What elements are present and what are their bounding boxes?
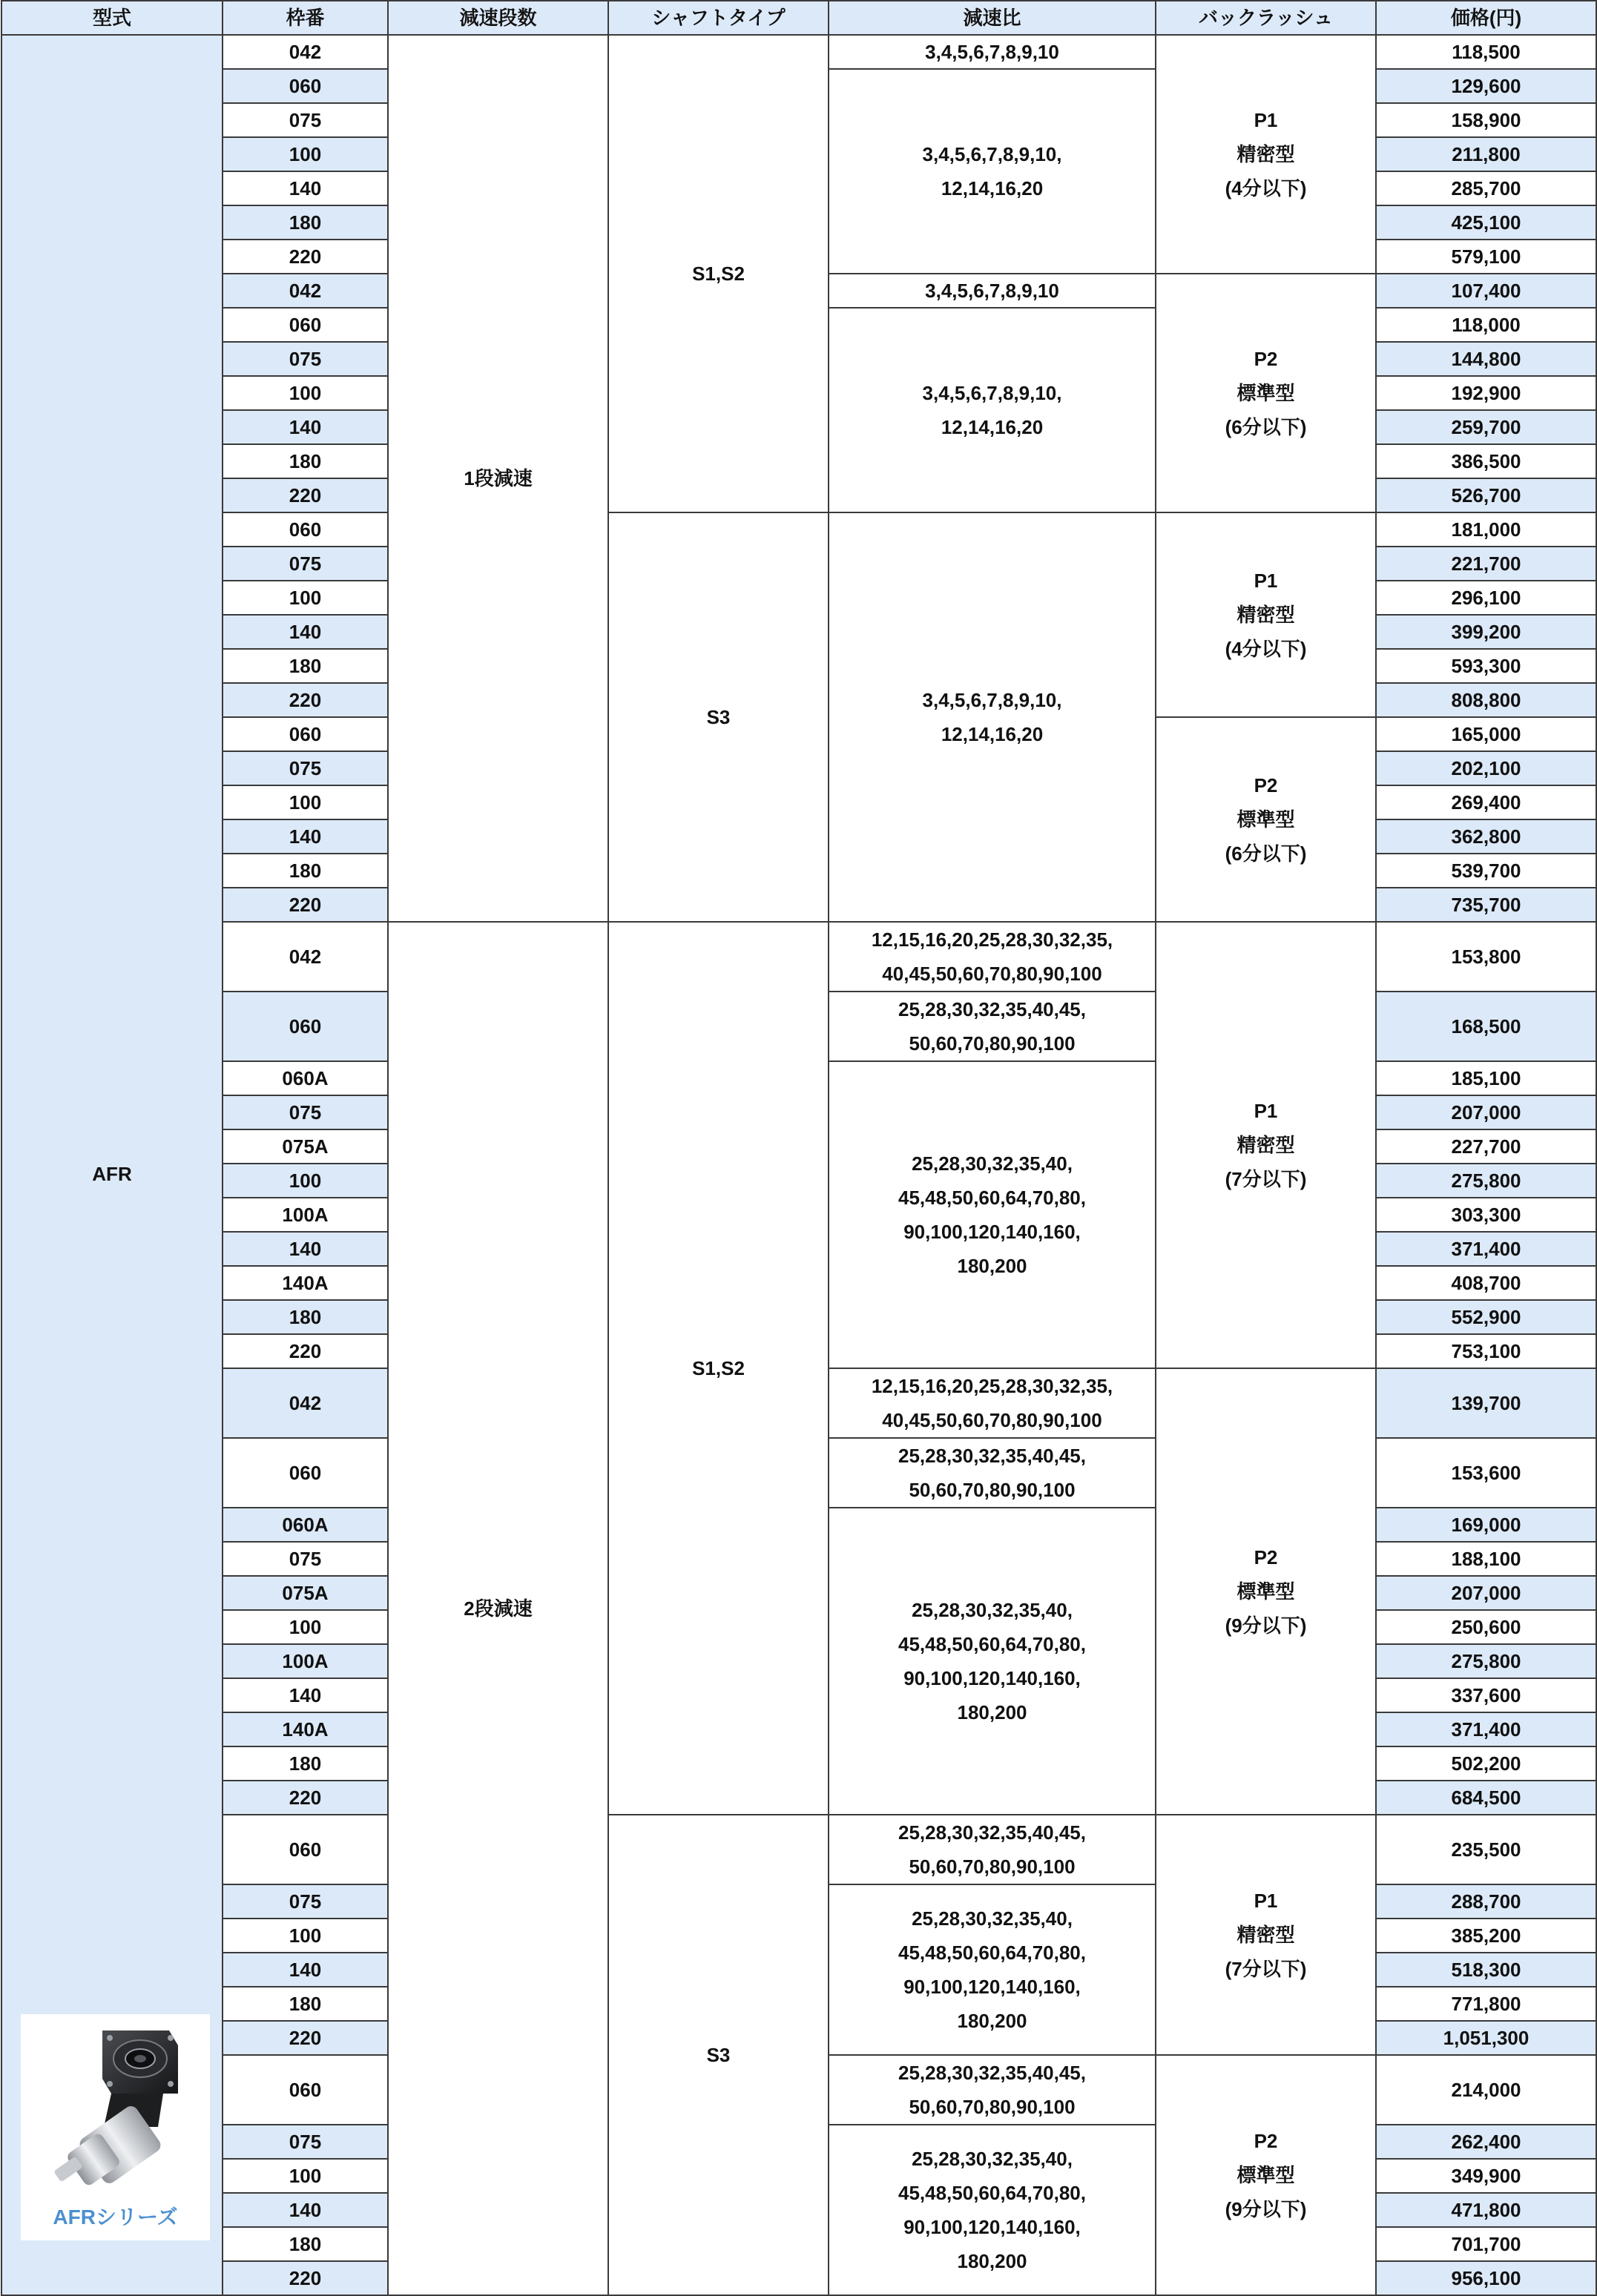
shaft-cell-s12: S1,S2 <box>608 922 829 1815</box>
price-cell: 425,100 <box>1376 205 1596 240</box>
frame-cell: 180 <box>223 444 388 478</box>
price-cell: 362,800 <box>1376 819 1596 854</box>
header-shaft: シャフトタイプ <box>608 1 829 35</box>
frame-cell: 140 <box>223 171 388 205</box>
price-cell: 502,200 <box>1376 1746 1596 1781</box>
price-cell: 371,400 <box>1376 1712 1596 1746</box>
table-row <box>1 922 1596 992</box>
price-cell: 288,700 <box>1376 1884 1596 1919</box>
frame-cell: 100 <box>223 1919 388 1953</box>
price-cell: 211,800 <box>1376 137 1596 171</box>
backlash-cell-p1: P1 精密型 (7分以下) <box>1156 922 1376 1368</box>
price-cell: 118,500 <box>1376 35 1596 69</box>
price-cell: 259,700 <box>1376 410 1596 444</box>
stage-cell-1: 1段減速 <box>388 35 608 922</box>
ratio-cell: 25,28,30,32,35,40, 45,48,50,60,64,70,80, 90,100,120,140,160, 180,200 <box>829 1061 1156 1368</box>
frame-cell: 140 <box>223 1232 388 1266</box>
ratio-cell: 12,15,16,20,25,28,30,32,35, 40,45,50,60,70,80,90,100 <box>829 1368 1156 1438</box>
price-cell: 185,100 <box>1376 1061 1596 1095</box>
header-model: 型式 <box>1 1 223 35</box>
frame-cell: 220 <box>223 888 388 922</box>
frame-cell: 060 <box>223 1815 388 1884</box>
model-name: AFR <box>92 1163 132 1185</box>
backlash-cell-p1: P1 精密型 (4分以下) <box>1156 512 1376 717</box>
backlash-cell-p2: P2 標準型 (9分以下) <box>1156 2055 1376 2295</box>
price-cell: 956,100 <box>1376 2261 1596 2295</box>
price-cell: 593,300 <box>1376 649 1596 683</box>
gearbox-product-image <box>50 2023 184 2208</box>
header-row <box>1 1 1596 35</box>
price-cell: 701,700 <box>1376 2227 1596 2261</box>
frame-cell: 140 <box>223 819 388 854</box>
price-cell: 539,700 <box>1376 854 1596 888</box>
table-row <box>1 512 1596 547</box>
frame-cell: 180 <box>223 1300 388 1334</box>
frame-cell: 140A <box>223 1266 388 1300</box>
price-cell: 269,400 <box>1376 785 1596 819</box>
frame-cell: 220 <box>223 478 388 512</box>
frame-cell: 075 <box>223 1095 388 1129</box>
frame-cell: 100 <box>223 581 388 615</box>
price-cell: 399,200 <box>1376 615 1596 649</box>
frame-cell: 180 <box>223 854 388 888</box>
backlash-cell-p2: P2 標準型 (6分以下) <box>1156 274 1376 512</box>
model-cell <box>1 35 223 2295</box>
price-cell: 552,900 <box>1376 1300 1596 1334</box>
price-cell: 165,000 <box>1376 717 1596 751</box>
backlash-cell-p2: P2 標準型 (6分以下) <box>1156 717 1376 922</box>
shaft-cell-s3: S3 <box>608 512 829 922</box>
header-price: 価格(円) <box>1376 1 1596 35</box>
ratio-cell: 25,28,30,32,35,40,45, 50,60,70,80,90,100 <box>829 2055 1156 2125</box>
frame-cell: 042 <box>223 35 388 69</box>
price-cell: 227,700 <box>1376 1129 1596 1164</box>
price-cell: 735,700 <box>1376 888 1596 922</box>
price-cell: 684,500 <box>1376 1781 1596 1815</box>
ratio-cell: 25,28,30,32,35,40,45, 50,60,70,80,90,100 <box>829 992 1156 1061</box>
price-cell: 158,900 <box>1376 103 1596 137</box>
price-cell: 214,000 <box>1376 2055 1596 2125</box>
price-cell: 262,400 <box>1376 2125 1596 2159</box>
frame-cell: 220 <box>223 240 388 274</box>
frame-cell: 042 <box>223 922 388 992</box>
frame-cell: 060 <box>223 717 388 751</box>
frame-cell: 180 <box>223 649 388 683</box>
header-frame: 枠番 <box>223 1 388 35</box>
price-cell: 385,200 <box>1376 1919 1596 1953</box>
price-cell: 386,500 <box>1376 444 1596 478</box>
frame-cell: 180 <box>223 205 388 240</box>
frame-cell: 075 <box>223 547 388 581</box>
frame-cell: 140 <box>223 2193 388 2227</box>
price-cell: 275,800 <box>1376 1164 1596 1198</box>
ratio-cell: 25,28,30,32,35,40, 45,48,50,60,64,70,80, 90,100,120,140,160, 180,200 <box>829 1884 1156 2055</box>
price-cell: 144,800 <box>1376 342 1596 376</box>
price-cell: 771,800 <box>1376 1987 1596 2021</box>
price-cell: 285,700 <box>1376 171 1596 205</box>
frame-cell: 100 <box>223 376 388 410</box>
frame-cell: 100 <box>223 1610 388 1644</box>
frame-cell: 180 <box>223 1746 388 1781</box>
product-caption: AFRシリーズ <box>53 2206 178 2229</box>
price-cell: 303,300 <box>1376 1198 1596 1232</box>
ratio-cell: 3,4,5,6,7,8,9,10 <box>829 35 1156 69</box>
ratio-cell: 25,28,30,32,35,40,45, 50,60,70,80,90,100 <box>829 1438 1156 1508</box>
price-cell: 192,900 <box>1376 376 1596 410</box>
frame-cell: 100 <box>223 785 388 819</box>
price-cell: 471,800 <box>1376 2193 1596 2227</box>
frame-cell: 180 <box>223 2227 388 2261</box>
backlash-cell-p1: P1 精密型 (7分以下) <box>1156 1815 1376 2055</box>
frame-cell: 042 <box>223 1368 388 1438</box>
frame-cell: 100 <box>223 2159 388 2193</box>
price-table <box>1 0 1597 2296</box>
frame-cell: 140 <box>223 1953 388 1987</box>
frame-cell: 220 <box>223 1781 388 1815</box>
price-cell: 349,900 <box>1376 2159 1596 2193</box>
frame-cell: 060 <box>223 69 388 103</box>
price-cell: 753,100 <box>1376 1334 1596 1368</box>
price-cell: 118,000 <box>1376 308 1596 342</box>
table-row <box>1 1815 1596 1884</box>
frame-cell: 075 <box>223 103 388 137</box>
frame-cell: 220 <box>223 2021 388 2055</box>
frame-cell: 075 <box>223 2125 388 2159</box>
frame-cell: 060 <box>223 512 388 547</box>
price-cell: 207,000 <box>1376 1576 1596 1610</box>
price-cell: 221,700 <box>1376 547 1596 581</box>
backlash-cell-p1: P1 精密型 (4分以下) <box>1156 35 1376 274</box>
ratio-cell: 3,4,5,6,7,8,9,10, 12,14,16,20 <box>829 512 1156 922</box>
frame-cell: 140 <box>223 615 388 649</box>
frame-cell: 060 <box>223 1438 388 1508</box>
frame-cell: 075 <box>223 342 388 376</box>
price-cell: 518,300 <box>1376 1953 1596 1987</box>
frame-cell: 220 <box>223 1334 388 1368</box>
price-cell: 107,400 <box>1376 274 1596 308</box>
frame-cell: 060 <box>223 2055 388 2125</box>
frame-cell: 140 <box>223 1678 388 1712</box>
price-cell: 408,700 <box>1376 1266 1596 1300</box>
price-cell: 168,500 <box>1376 992 1596 1061</box>
price-cell: 181,000 <box>1376 512 1596 547</box>
shaft-cell-s3: S3 <box>608 1815 829 2295</box>
shaft-cell-s12: S1,S2 <box>608 35 829 512</box>
price-cell: 207,000 <box>1376 1095 1596 1129</box>
frame-cell: 100A <box>223 1644 388 1678</box>
price-cell: 169,000 <box>1376 1508 1596 1542</box>
price-cell: 579,100 <box>1376 240 1596 274</box>
frame-cell: 075A <box>223 1576 388 1610</box>
frame-cell: 100 <box>223 1164 388 1198</box>
frame-cell: 075A <box>223 1129 388 1164</box>
frame-cell: 060 <box>223 992 388 1061</box>
price-cell: 808,800 <box>1376 683 1596 717</box>
price-cell: 296,100 <box>1376 581 1596 615</box>
frame-cell: 140A <box>223 1712 388 1746</box>
price-cell: 526,700 <box>1376 478 1596 512</box>
price-cell: 1,051,300 <box>1376 2021 1596 2055</box>
frame-cell: 075 <box>223 751 388 785</box>
price-cell: 275,800 <box>1376 1644 1596 1678</box>
frame-cell: 100 <box>223 137 388 171</box>
ratio-cell: 3,4,5,6,7,8,9,10, 12,14,16,20 <box>829 308 1156 512</box>
frame-cell: 060A <box>223 1061 388 1095</box>
frame-cell: 140 <box>223 410 388 444</box>
frame-cell: 075 <box>223 1884 388 1919</box>
ratio-cell: 12,15,16,20,25,28,30,32,35, 40,45,50,60,70,80,90,100 <box>829 922 1156 992</box>
header-backlash: バックラッシュ <box>1156 1 1376 35</box>
product-image-card <box>21 2014 210 2240</box>
ratio-cell: 3,4,5,6,7,8,9,10 <box>829 274 1156 308</box>
frame-cell: 042 <box>223 274 388 308</box>
frame-cell: 060A <box>223 1508 388 1542</box>
price-cell: 337,600 <box>1376 1678 1596 1712</box>
price-cell: 153,800 <box>1376 922 1596 992</box>
backlash-cell-p2: P2 標準型 (9分以下) <box>1156 1368 1376 1815</box>
frame-cell: 220 <box>223 683 388 717</box>
frame-cell: 075 <box>223 1542 388 1576</box>
ratio-cell: 25,28,30,32,35,40, 45,48,50,60,64,70,80, 90,100,120,140,160, 180,200 <box>829 2125 1156 2295</box>
price-cell: 153,600 <box>1376 1438 1596 1508</box>
ratio-cell: 25,28,30,32,35,40, 45,48,50,60,64,70,80, 90,100,120,140,160, 180,200 <box>829 1508 1156 1815</box>
frame-cell: 060 <box>223 308 388 342</box>
frame-cell: 220 <box>223 2261 388 2295</box>
ratio-cell: 3,4,5,6,7,8,9,10, 12,14,16,20 <box>829 69 1156 274</box>
stage-cell-2: 2段減速 <box>388 922 608 2295</box>
table-row <box>1 35 1596 69</box>
header-stages: 減速段数 <box>388 1 608 35</box>
price-cell: 202,100 <box>1376 751 1596 785</box>
price-cell: 250,600 <box>1376 1610 1596 1644</box>
price-cell: 129,600 <box>1376 69 1596 103</box>
ratio-cell: 25,28,30,32,35,40,45, 50,60,70,80,90,100 <box>829 1815 1156 1884</box>
frame-cell: 180 <box>223 1987 388 2021</box>
price-cell: 188,100 <box>1376 1542 1596 1576</box>
price-cell: 235,500 <box>1376 1815 1596 1884</box>
header-ratio: 減速比 <box>829 1 1156 35</box>
frame-cell: 100A <box>223 1198 388 1232</box>
price-cell: 371,400 <box>1376 1232 1596 1266</box>
price-cell: 139,700 <box>1376 1368 1596 1438</box>
